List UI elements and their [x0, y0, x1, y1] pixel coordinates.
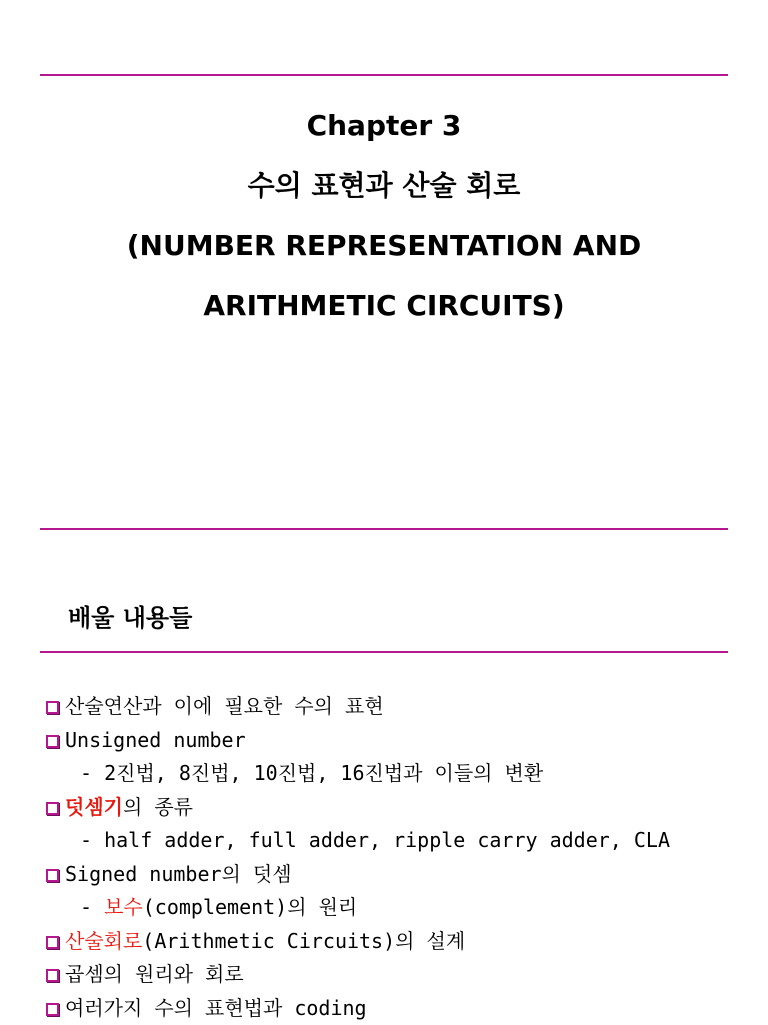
list-item: [46, 958, 746, 992]
title-block: [0, 98, 768, 338]
section-divider: [40, 651, 728, 653]
top-divider: [40, 74, 728, 76]
square-bullet-icon: [46, 802, 59, 815]
list-item: [46, 858, 746, 892]
list-item-text: 여러가지 수의 표현법과 coding: [65, 996, 367, 1020]
list-item-text: 의 종류: [123, 795, 193, 819]
list-subitem-text: - 2진법, 8진법, 10진법, 16진법과 이들의 변환: [80, 761, 543, 785]
list-subitem: [46, 824, 746, 858]
list-item: [46, 791, 746, 825]
list-item-text: Unsigned number: [65, 728, 246, 752]
list-subitem-prefix: -: [80, 895, 104, 919]
highlight-text: 덧셈기: [65, 795, 123, 819]
highlight-text: 산술회로: [65, 929, 142, 953]
square-bullet-icon: [46, 869, 59, 882]
list-item: [46, 690, 746, 724]
square-bullet-icon: [46, 1003, 59, 1016]
square-bullet-icon: [46, 735, 59, 748]
list-item: [46, 992, 746, 1025]
list-subitem: [46, 757, 746, 791]
list-item: [46, 925, 746, 959]
list-subitem-text: - half adder, full adder, ripple carry adder, CLA: [80, 828, 670, 852]
list-item-text: (Arithmetic Circuits)의 설계: [142, 929, 465, 953]
chapter-title: Chapter 3: [0, 98, 768, 158]
list-item-text: 산술연산과 이에 필요한 수의 표현: [65, 694, 384, 718]
section-heading: 배울 내용들: [68, 598, 192, 638]
square-bullet-icon: [46, 969, 59, 982]
english-title-line2: ARITHMETIC CIRCUITS): [0, 278, 768, 338]
topic-list: [46, 690, 746, 1025]
square-bullet-icon: [46, 936, 59, 949]
square-bullet-icon: [46, 701, 59, 714]
english-title-line1: (NUMBER REPRESENTATION AND: [0, 218, 768, 278]
list-subitem: [46, 891, 746, 925]
list-item-text: 곱셈의 원리와 회로: [65, 962, 244, 986]
middle-divider: [40, 528, 728, 530]
list-item: [46, 724, 746, 758]
list-subitem-text: (complement)의 원리: [143, 895, 358, 919]
highlight-text: 보수: [104, 895, 143, 919]
korean-title: 수의 표현과 산술 회로: [0, 158, 768, 218]
list-item-text: Signed number의 덧셈: [65, 862, 292, 886]
